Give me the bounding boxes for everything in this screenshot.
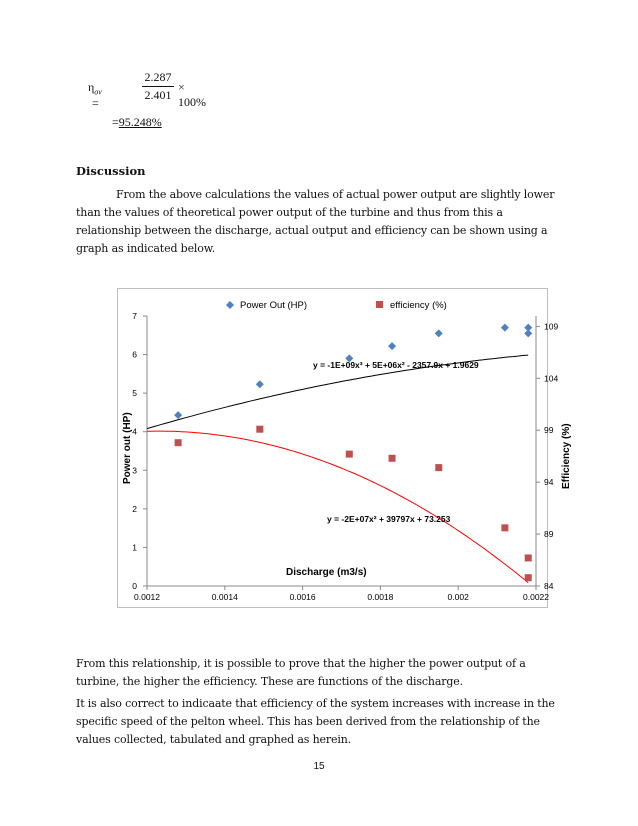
y2-tick-label: 89 [544, 529, 554, 540]
x-tick-label: 0.002 [447, 592, 469, 602]
x-ticks [134, 586, 549, 602]
page-number: 15 [313, 761, 325, 772]
power-equation: y = -1E+09x³ + 5E+06x² - 2357.9x + 1.9629 [313, 360, 479, 370]
efficiency-trendline [147, 431, 528, 583]
eta-subscript: ov [94, 87, 102, 97]
times-percent: × 100% [178, 80, 206, 109]
power-point [524, 329, 532, 337]
chart-frame [117, 288, 572, 608]
y2-ticks [536, 321, 558, 591]
efficiency-point [435, 464, 442, 471]
efficiency-point [389, 455, 396, 462]
y-tick-label: 4 [132, 426, 137, 437]
power-point [256, 380, 264, 388]
efficiency-point [175, 439, 182, 446]
power-point [174, 411, 182, 419]
y2-tick-label: 104 [544, 373, 559, 384]
discussion-heading: Discussion [76, 164, 146, 178]
closing-paragraph-1: From this relationship, it is possible to prove that the higher the power output of a turbine, the higher the efficiency. These are functions of the discharge. [76, 657, 526, 688]
equals-sign: = [92, 96, 99, 111]
y-ticks [132, 311, 147, 591]
x-axis-title: Discharge (m3/s) [286, 567, 367, 578]
power-point [501, 324, 509, 332]
y-tick-label: 7 [132, 311, 137, 321]
legend-efficiency-label: efficiency (%) [390, 300, 447, 311]
efficiency-result [112, 115, 162, 130]
power-point [435, 329, 443, 337]
x-tick-label: 0.0014 [211, 592, 238, 602]
efficiency-point [525, 574, 532, 581]
efficiency-point [256, 426, 263, 433]
x-tick-label: 0.0022 [523, 592, 549, 602]
result-prefix: = [112, 115, 119, 129]
x-tick-label: 0.0012 [134, 592, 160, 602]
y2-axis-title: Efficiency (%) [561, 423, 572, 489]
y-tick-label: 0 [132, 581, 137, 591]
result-value: 95.248% [118, 115, 162, 129]
x-tick-label: 0.0016 [289, 592, 316, 602]
legend-power-label: Power Out (HP) [240, 300, 308, 311]
y2-tick-label: 84 [544, 581, 554, 591]
power-points [174, 324, 532, 420]
x-tick-label: 0.0018 [367, 592, 394, 602]
fraction [142, 70, 174, 103]
closing-paragraph-2: It is also correct to indicaate that efficiency of the system increases with increase in the specific speed of the pelton wheel. This has been derived from the relationship of the values collected, tabulated and graphed as herein. [76, 697, 555, 746]
y-tick-label: 2 [132, 503, 137, 514]
y2-tick-label: 94 [544, 477, 554, 488]
legend [226, 300, 447, 311]
y-tick-label: 3 [132, 465, 137, 476]
y-axis-title: Power out (HP) [122, 412, 133, 484]
discussion-paragraph: From the above calculations the values of actual power output are slightly lower than the values of theoretical power output of the turbine and thus from this a relationship between the discharge, actual output and efficiency can be shown using a graph as indicated below. [76, 188, 555, 255]
y-tick-label: 5 [132, 388, 137, 399]
y-tick-label: 1 [132, 542, 137, 553]
efficiency-points [175, 426, 532, 582]
legend-efficiency-marker [376, 301, 383, 308]
efficiency-point [346, 451, 353, 458]
legend-power-marker [226, 301, 234, 309]
y-tick-label: 6 [132, 349, 137, 360]
denominator: 2.401 [144, 88, 172, 102]
efficiency-point [525, 554, 532, 561]
y2-tick-label: 99 [544, 425, 554, 436]
eta-symbol: η [88, 80, 95, 94]
efficiency-equation: y = -2E+07x² + 39797x + 73.253 [327, 514, 451, 524]
discharge-chart [118, 289, 572, 607]
efficiency-point [501, 524, 508, 531]
power-point [388, 342, 396, 350]
numerator: 2.287 [142, 70, 174, 87]
y2-tick-label: 109 [544, 321, 559, 332]
